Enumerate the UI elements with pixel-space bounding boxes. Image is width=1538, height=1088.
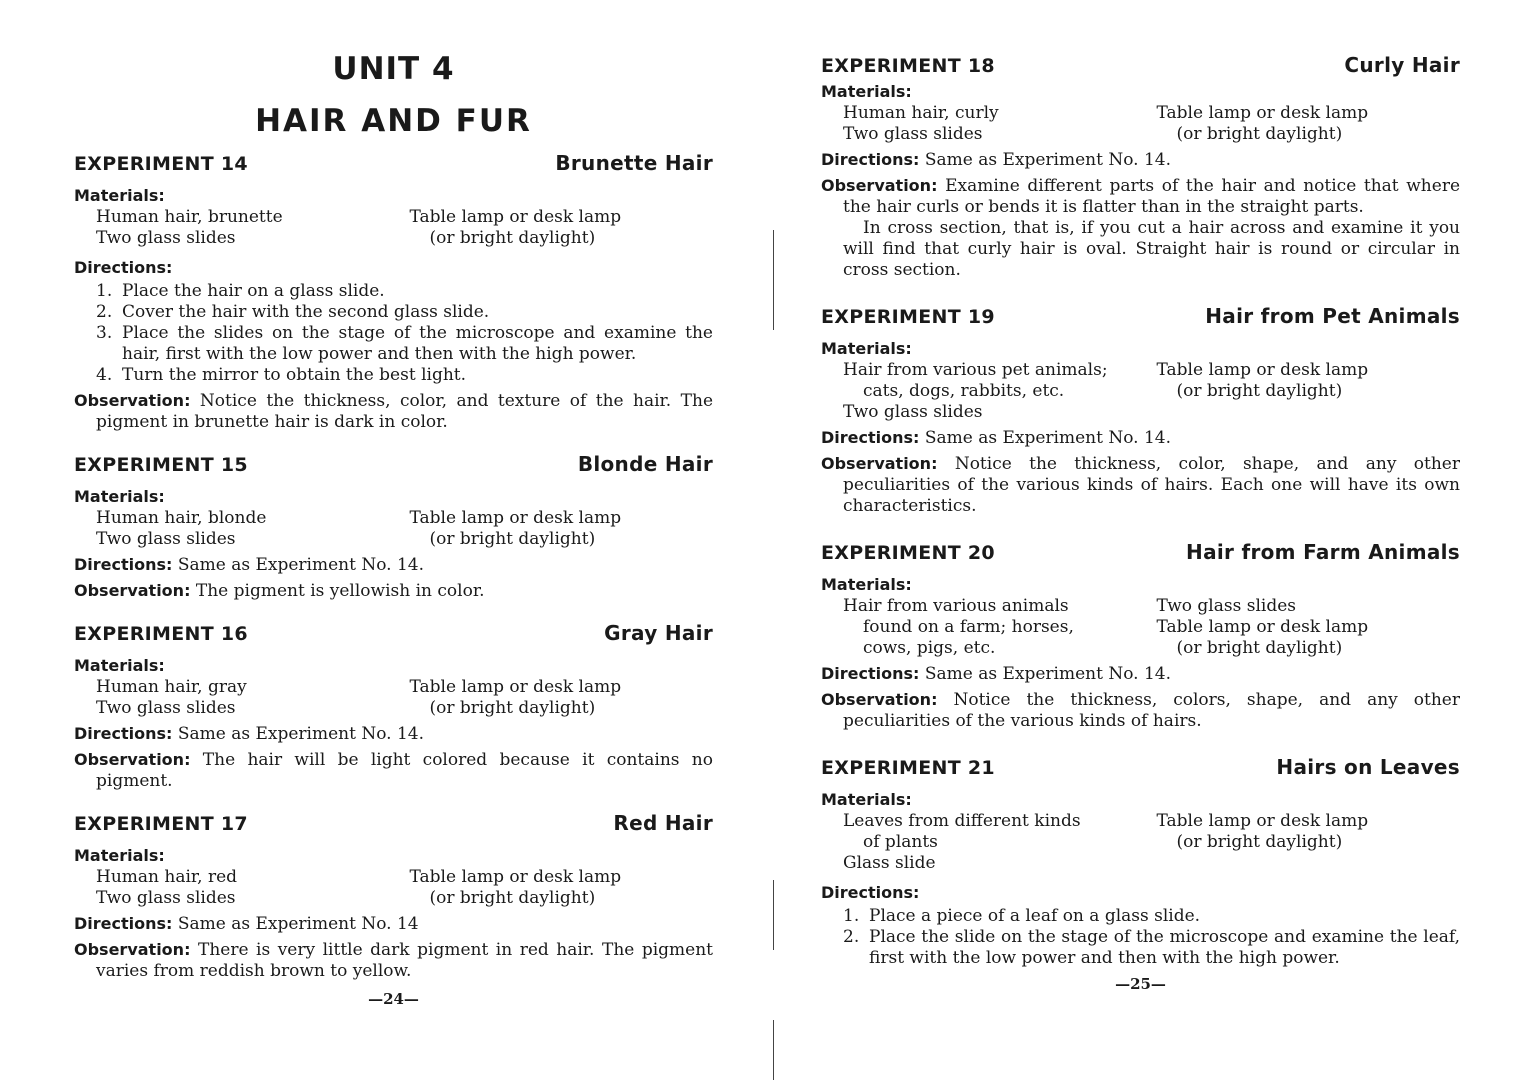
- material-item: Glass slide: [843, 853, 936, 873]
- directions-text: Same as Experiment No. 14.: [177, 555, 424, 575]
- material-item: cats, dogs, rabbits, etc.: [863, 381, 1065, 401]
- observation-label: Observation:: [821, 176, 938, 195]
- material-item: Two glass slides: [843, 402, 983, 422]
- observation: [74, 580, 713, 602]
- observation-label: Observation:: [74, 750, 191, 769]
- experiment-19: [821, 303, 1460, 517]
- right-page: [769, 0, 1538, 1088]
- directions-text: Same as Experiment No. 14.: [924, 150, 1171, 170]
- experiment-number: EXPERIMENT 18: [821, 55, 995, 77]
- materials-label: Materials:: [74, 846, 165, 865]
- material-item: Leaves from different kinds: [843, 811, 1081, 831]
- material-item: Table lamp or desk lamp: [409, 508, 622, 528]
- experiment-name: Blonde Hair: [577, 452, 713, 476]
- directions-text: Same as Experiment No. 14.: [924, 428, 1171, 448]
- experiment-number: EXPERIMENT 19: [821, 306, 995, 328]
- direction-step: [96, 302, 713, 323]
- material-item: (or bright daylight): [1176, 381, 1343, 401]
- step-number: 3.: [96, 323, 113, 343]
- observation-text: Notice the thickness, color, shape, and any other peculiarities of the various kinds of hairs. Each one will have its own characteristics.: [843, 454, 1460, 516]
- material-item: Two glass slides: [96, 228, 236, 248]
- directions-text: Same as Experiment No. 14.: [924, 664, 1171, 684]
- unit-title: UNIT 4: [332, 51, 455, 87]
- directions-list: [843, 906, 1460, 969]
- experiment-name: Hair from Pet Animals: [1205, 304, 1460, 328]
- experiment-number: EXPERIMENT 20: [821, 542, 995, 564]
- directions: [821, 427, 1460, 449]
- observation-label: Observation:: [74, 581, 191, 600]
- materials-label: Materials:: [821, 82, 912, 101]
- directions-list: [96, 281, 713, 386]
- direction-step: [843, 906, 1460, 927]
- material-item: (or bright daylight): [429, 888, 596, 908]
- material-item: Human hair, red: [96, 867, 238, 887]
- experiment-header: [821, 539, 1460, 566]
- step-text: Cover the hair with the second glass slide.: [122, 302, 490, 322]
- materials-label: Materials:: [74, 656, 165, 675]
- directions: [821, 663, 1460, 685]
- material-item: Table lamp or desk lamp: [409, 207, 622, 227]
- directions: [74, 554, 713, 576]
- experiment-15: [74, 451, 713, 602]
- materials-label: Materials:: [821, 790, 912, 809]
- materials-label: Materials:: [74, 487, 165, 506]
- material-item: Table lamp or desk lamp: [1156, 617, 1369, 637]
- experiment-14: [74, 150, 713, 433]
- observation-paragraph: In cross section, that is, if you cut a hair across and examine it you will find that curly hair is oval. Straight hair is round or circular in cross section.: [843, 218, 1460, 280]
- experiment-name: Hair from Farm Animals: [1186, 540, 1460, 564]
- material-item: (or bright daylight): [1176, 832, 1343, 852]
- step-text: Turn the mirror to obtain the best light.: [122, 365, 467, 385]
- material-item: Human hair, brunette: [96, 207, 283, 227]
- observation-text: Notice the thickness, colors, shape, and any other peculiarities of the various kinds of hairs.: [843, 690, 1460, 731]
- direction-step: [96, 365, 713, 386]
- step-number: 2.: [96, 302, 113, 322]
- experiment-21: [821, 754, 1460, 969]
- experiment-header: [821, 52, 1460, 79]
- step-number: 2.: [843, 927, 860, 947]
- observation: [74, 939, 713, 982]
- directions-label: Directions:: [821, 150, 920, 169]
- directions-text: Same as Experiment No. 14: [177, 914, 419, 934]
- materials-list: [843, 811, 1460, 874]
- directions-text: Same as Experiment No. 14.: [177, 724, 424, 744]
- experiment-header: [74, 620, 713, 647]
- material-item: Two glass slides: [96, 888, 236, 908]
- experiment-header: [821, 303, 1460, 330]
- direction-step: [843, 927, 1460, 969]
- experiment-number: EXPERIMENT 17: [74, 813, 248, 835]
- experiment-number: EXPERIMENT 21: [821, 757, 995, 779]
- material-item: Two glass slides: [96, 529, 236, 549]
- materials-list: [96, 677, 713, 719]
- experiment-20: [821, 539, 1460, 732]
- material-item: cows, pigs, etc.: [863, 638, 996, 658]
- direction-step: [96, 281, 713, 302]
- material-item: Human hair, blonde: [96, 508, 267, 528]
- material-item: Two glass slides: [1156, 596, 1296, 616]
- directions-label: Directions:: [74, 555, 173, 574]
- experiment-header: [74, 810, 713, 837]
- page-number: —25—: [1115, 975, 1166, 993]
- experiment-name: Hairs on Leaves: [1276, 755, 1460, 779]
- materials-list: [96, 867, 713, 909]
- observation-text: The pigment is yellowish in color.: [195, 581, 485, 601]
- material-item: Table lamp or desk lamp: [1156, 360, 1369, 380]
- material-item: Two glass slides: [96, 698, 236, 718]
- materials-label: Materials:: [74, 186, 165, 205]
- observation-label: Observation:: [821, 454, 938, 473]
- observation: [821, 175, 1460, 218]
- directions: [821, 149, 1460, 171]
- observation-text: Notice the thickness, color, and texture of the hair. The pigment in brunette hair is dark in color.: [96, 391, 713, 432]
- material-item: Hair from various animals: [843, 596, 1069, 616]
- material-item: found on a farm; horses,: [863, 617, 1074, 637]
- step-text: Place the slide on the stage of the microscope and examine the leaf, first with the low power and then with the high power.: [869, 927, 1460, 968]
- observation: [821, 453, 1460, 517]
- material-item: Table lamp or desk lamp: [409, 677, 622, 697]
- material-item: Human hair, gray: [96, 677, 247, 697]
- step-number: 1.: [843, 906, 860, 926]
- experiment-18: [821, 52, 1460, 281]
- directions-label: Directions:: [821, 428, 920, 447]
- materials-label: Materials:: [821, 339, 912, 358]
- materials-list: [96, 207, 713, 249]
- observation-text: There is very little dark pigment in red hair. The pigment varies from reddish brown to yellow.: [96, 940, 713, 981]
- materials-list: [843, 103, 1460, 145]
- experiment-header: [74, 150, 713, 177]
- directions: [74, 723, 713, 745]
- experiment-header: [74, 451, 713, 478]
- page-number: —24—: [368, 990, 419, 1008]
- observation-label: Observation:: [74, 940, 191, 959]
- directions-label: Directions:: [74, 914, 173, 933]
- materials-label: Materials:: [821, 575, 912, 594]
- experiment-number: EXPERIMENT 14: [74, 153, 248, 175]
- material-item: (or bright daylight): [1176, 124, 1343, 144]
- step-text: Place the slides on the stage of the microscope and examine the hair, first with the low power and then with the high power.: [122, 323, 713, 364]
- material-item: Table lamp or desk lamp: [409, 867, 622, 887]
- observation-text: Examine different parts of the hair and notice that where the hair curls or bends it is flatter than in the straight parts.: [843, 176, 1461, 217]
- step-text: Place the hair on a glass slide.: [122, 281, 385, 301]
- direction-step: [96, 323, 713, 365]
- directions: [74, 913, 713, 935]
- observation: [74, 749, 713, 792]
- material-item: Table lamp or desk lamp: [1156, 811, 1369, 831]
- material-item: of plants: [863, 832, 938, 852]
- directions-label: Directions:: [821, 664, 920, 683]
- material-item: Human hair, curly: [843, 103, 999, 123]
- material-item: (or bright daylight): [429, 529, 596, 549]
- observation-label: Observation:: [74, 391, 191, 410]
- observation-label: Observation:: [821, 690, 938, 709]
- experiment-header: [821, 754, 1460, 781]
- experiment-name: Brunette Hair: [555, 151, 713, 175]
- experiment-number: EXPERIMENT 15: [74, 454, 248, 476]
- experiment-number: EXPERIMENT 16: [74, 623, 248, 645]
- experiment-16: [74, 620, 713, 792]
- observation: [821, 689, 1460, 732]
- materials-list: [843, 360, 1460, 423]
- materials-list: [843, 596, 1460, 659]
- material-item: Two glass slides: [843, 124, 983, 144]
- unit-subtitle: HAIR AND FUR: [255, 103, 532, 139]
- observation: [74, 390, 713, 433]
- materials-list: [96, 508, 713, 550]
- step-number: 1.: [96, 281, 113, 301]
- experiment-17: [74, 810, 713, 982]
- experiment-name: Gray Hair: [604, 621, 713, 645]
- observation-text: The hair will be light colored because it contains no pigment.: [96, 750, 713, 791]
- experiment-name: Curly Hair: [1344, 53, 1460, 77]
- directions-label: Directions:: [74, 724, 173, 743]
- step-text: Place a piece of a leaf on a glass slide.: [869, 906, 1201, 926]
- directions-label: Directions:: [74, 258, 173, 277]
- material-item: Hair from various pet animals;: [843, 360, 1108, 380]
- material-item: (or bright daylight): [1176, 638, 1343, 658]
- material-item: (or bright daylight): [429, 698, 596, 718]
- directions-label: Directions:: [821, 883, 920, 902]
- experiment-name: Red Hair: [613, 811, 713, 835]
- material-item: Table lamp or desk lamp: [1156, 103, 1369, 123]
- material-item: (or bright daylight): [429, 228, 596, 248]
- step-number: 4.: [96, 365, 113, 385]
